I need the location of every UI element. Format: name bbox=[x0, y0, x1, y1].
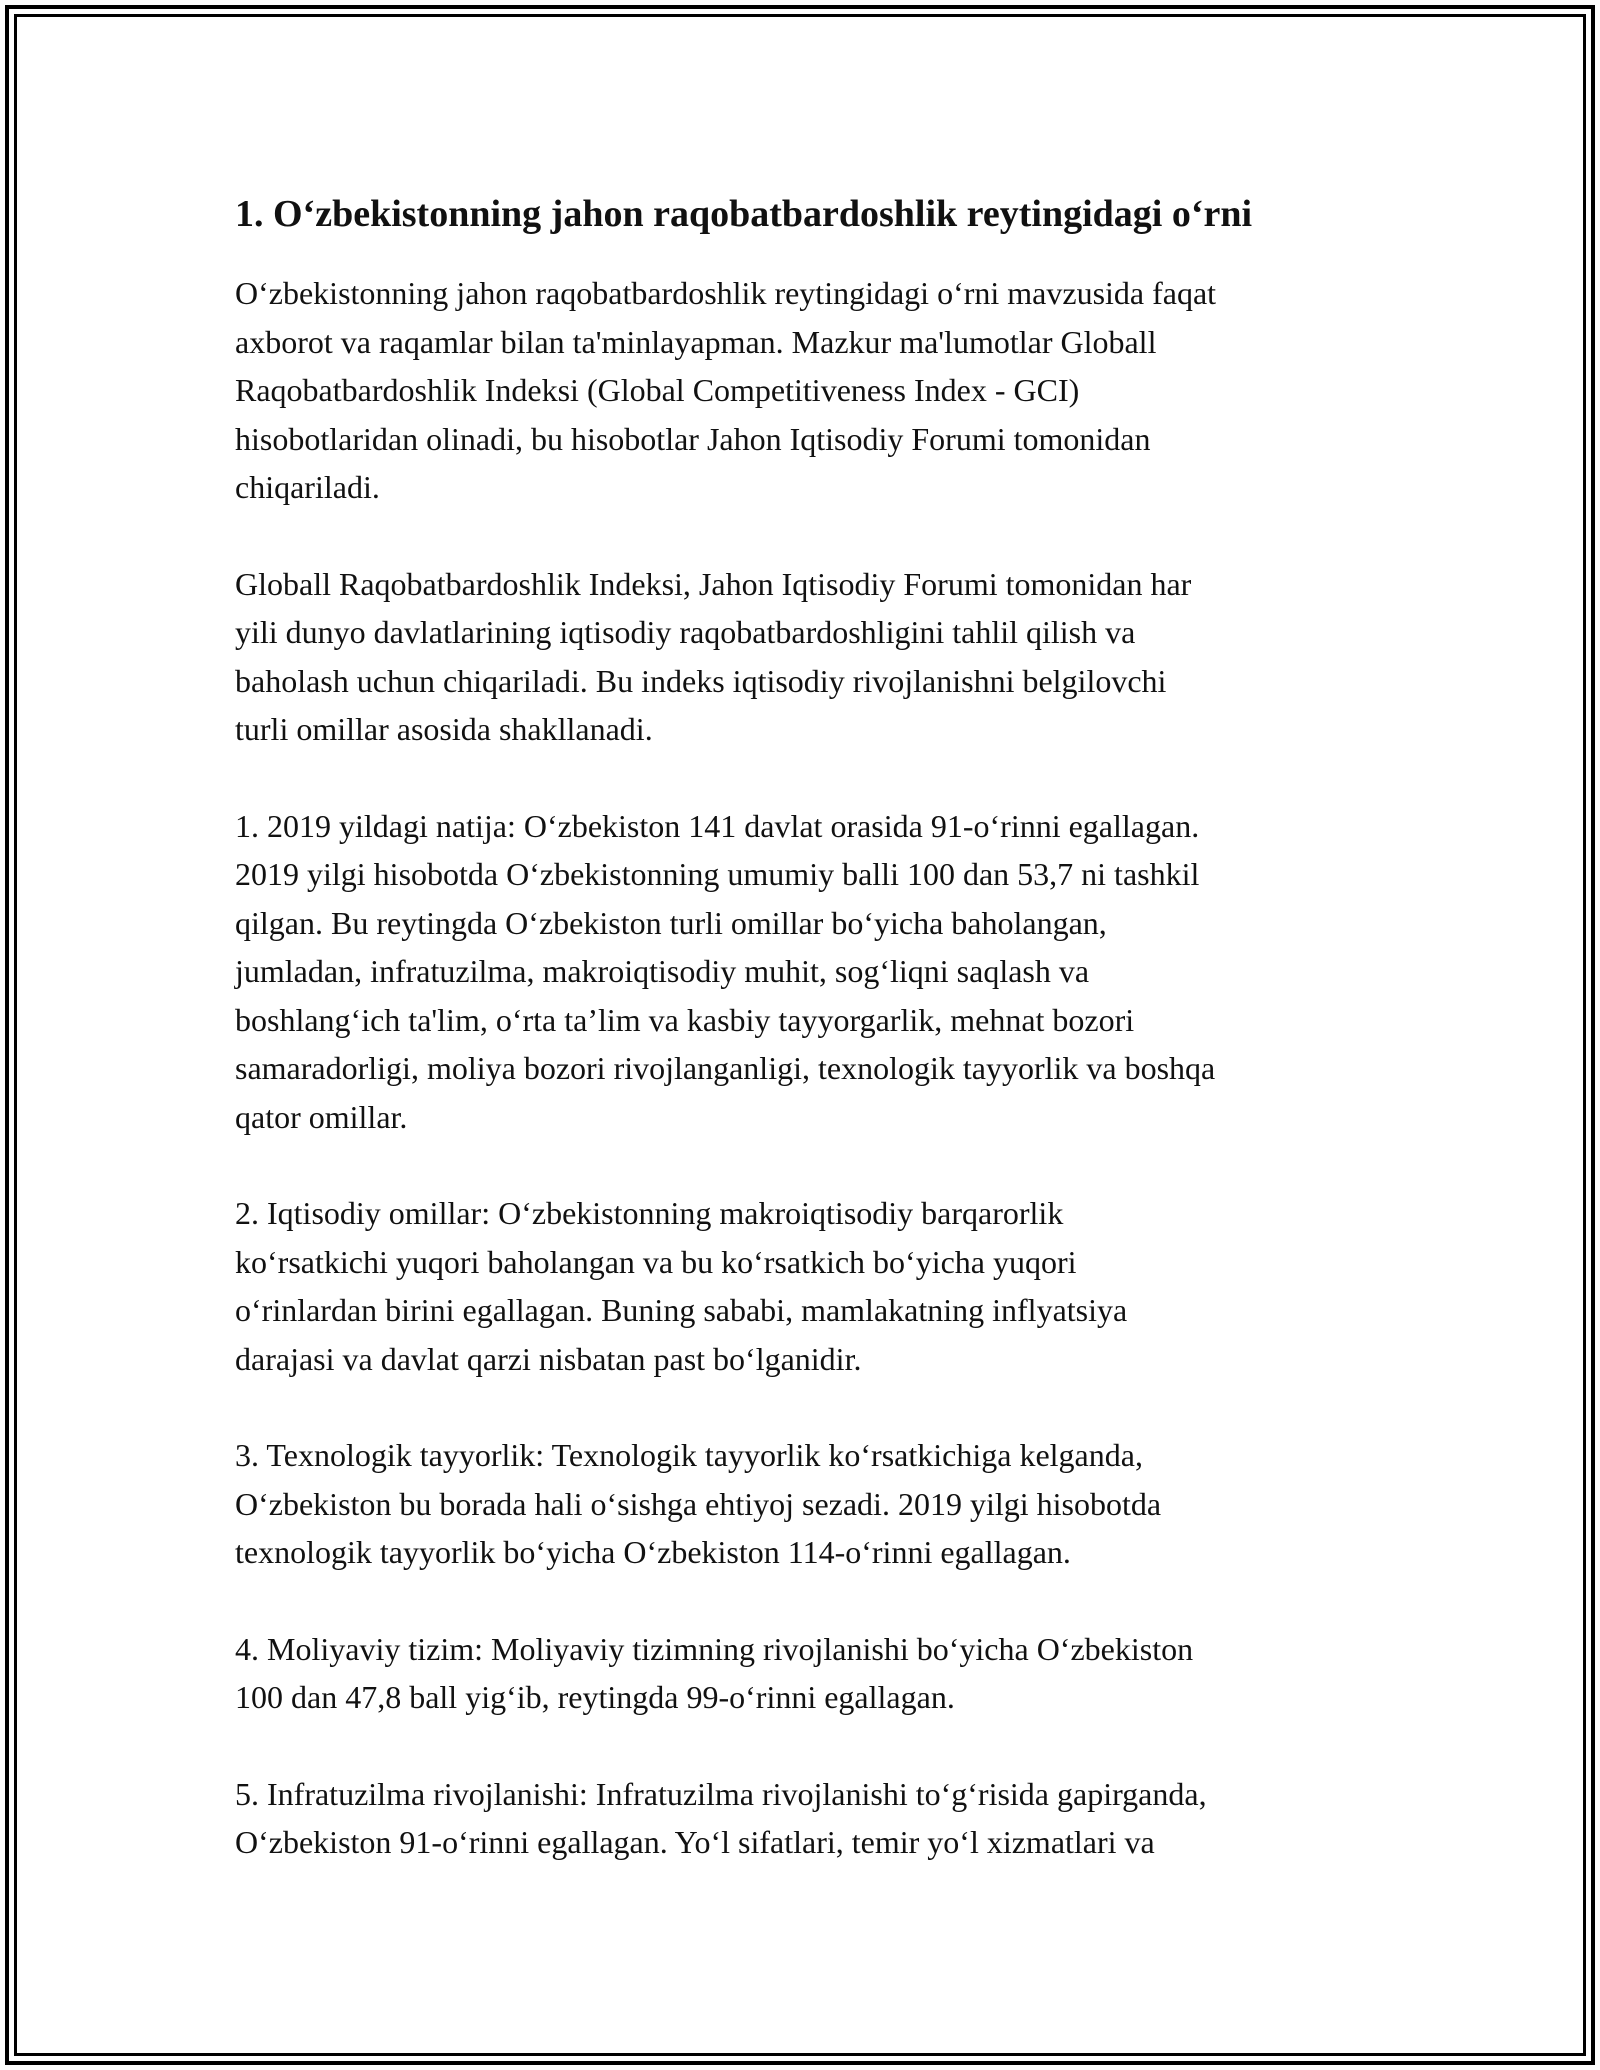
paragraph-line: turli omillar asosida shakllanadi. bbox=[235, 711, 653, 747]
paragraph-line: O‘zbekistonning jahon raqobatbardoshlik reytingidagi o‘rni mavzusida faqat bbox=[235, 275, 1217, 311]
paragraph-line: Raqobatbardoshlik Indeksi (Global Competitiveness Index - GCI) bbox=[235, 372, 1080, 408]
paragraph-line: chiqariladi. bbox=[235, 469, 380, 505]
paragraph-line: darajasi va davlat qarzi nisbatan past bo‘lganidir. bbox=[235, 1340, 862, 1377]
paragraph-line: jumladan, infratuzilma, makroiqtisodiy muhit, sog‘liqni saqlash va bbox=[235, 953, 1090, 989]
paragraph bbox=[235, 802, 1375, 1142]
paragraph bbox=[235, 1770, 1375, 1867]
paragraph-line: 4. Moliyaviy tizim: Moliyaviy tizimning rivojlanishi bo‘yicha O‘zbekiston bbox=[235, 1630, 1194, 1667]
paragraph bbox=[235, 560, 1375, 754]
paragraph-line: hisobotlaridan olinadi, bu hisobotlar Jahon Iqtisodiy Forumi tomonidan bbox=[235, 420, 1151, 457]
paragraph bbox=[235, 1625, 1375, 1722]
paragraph-line: boshlang‘ich ta'lim, o‘rta ta’lim va kasbiy tayyorgarlik, mehnat bozori bbox=[235, 1001, 1135, 1038]
paragraph-line: O‘zbekiston 91-o‘rinni egallagan. Yo‘l sifatlari, temir yo‘l xizmatlari va bbox=[235, 1824, 1155, 1860]
paragraph-line: qilgan. Bu reytingda O‘zbekiston turli omillar bo‘yicha baholangan, bbox=[235, 904, 1107, 941]
paragraph-line: 5. Infratuzilma rivojlanishi: Infratuzilma rivojlanishi to‘g‘risida gapirganda, bbox=[235, 1775, 1207, 1812]
paragraph-line: ko‘rsatkichi yuqori baholangan va bu ko‘rsatkich bo‘yicha yuqori bbox=[235, 1243, 1077, 1280]
paragraph-line: qator omillar. bbox=[235, 1098, 408, 1135]
paragraph-line: 1. 2019 yildagi natija: O‘zbekiston 141 davlat orasida 91-o‘rinni egallagan. bbox=[235, 807, 1200, 844]
paragraph-line: 2. Iqtisodiy omillar: O‘zbekistonning makroiqtisodiy barqarorlik bbox=[235, 1195, 1064, 1231]
paragraph bbox=[235, 1189, 1375, 1383]
paragraph-line: yili dunyo davlatlarining iqtisodiy raqobatbardoshligini tahlil qilish va bbox=[235, 614, 1136, 650]
document-title: 1. O‘zbekistonning jahon raqobatbardoshlik reytingidagi o‘rni bbox=[235, 193, 1253, 235]
paragraph-line: baholash uchun chiqariladi. Bu indeks iqtisodiy rivojlanishni belgilovchi bbox=[235, 662, 1167, 699]
paragraph bbox=[235, 269, 1375, 512]
paragraph-line: 3. Texnologik tayyorlik: Texnologik tayyorlik ko‘rsatkichiga kelganda, bbox=[235, 1437, 1143, 1473]
paragraph-line: Globall Raqobatbardoshlik Indeksi, Jahon Iqtisodiy Forumi tomonidan har bbox=[235, 565, 1192, 602]
paragraph-line: 100 dan 47,8 ball yig‘ib, reytingda 99-o‘rinni egallagan. bbox=[235, 1679, 955, 1715]
paragraph-line: o‘rinlardan birini egallagan. Buning sababi, mamlakatning inflyatsiya bbox=[235, 1292, 1128, 1328]
paragraph-line: O‘zbekiston bu borada hali o‘sishga ehtiyoj sezadi. 2019 yilgi hisobotda bbox=[235, 1485, 1162, 1522]
paragraph bbox=[235, 1431, 1375, 1577]
paragraph-line: samaradorligi, moliya bozori rivojlanganligi, texnologik tayyorlik va boshqa bbox=[235, 1050, 1216, 1086]
document-body bbox=[235, 269, 1375, 1867]
document-page bbox=[235, 185, 1375, 1915]
paragraph-line: texnologik tayyorlik bo‘yicha O‘zbekiston 114-o‘rinni egallagan. bbox=[235, 1534, 1071, 1570]
paragraph-line: 2019 yilgi hisobotda O‘zbekistonning umumiy balli 100 dan 53,7 ni tashkil bbox=[235, 856, 1200, 892]
paragraph-line: axborot va raqamlar bilan ta'minlayapman. Mazkur ma'lumotlar Globall bbox=[235, 323, 1157, 360]
